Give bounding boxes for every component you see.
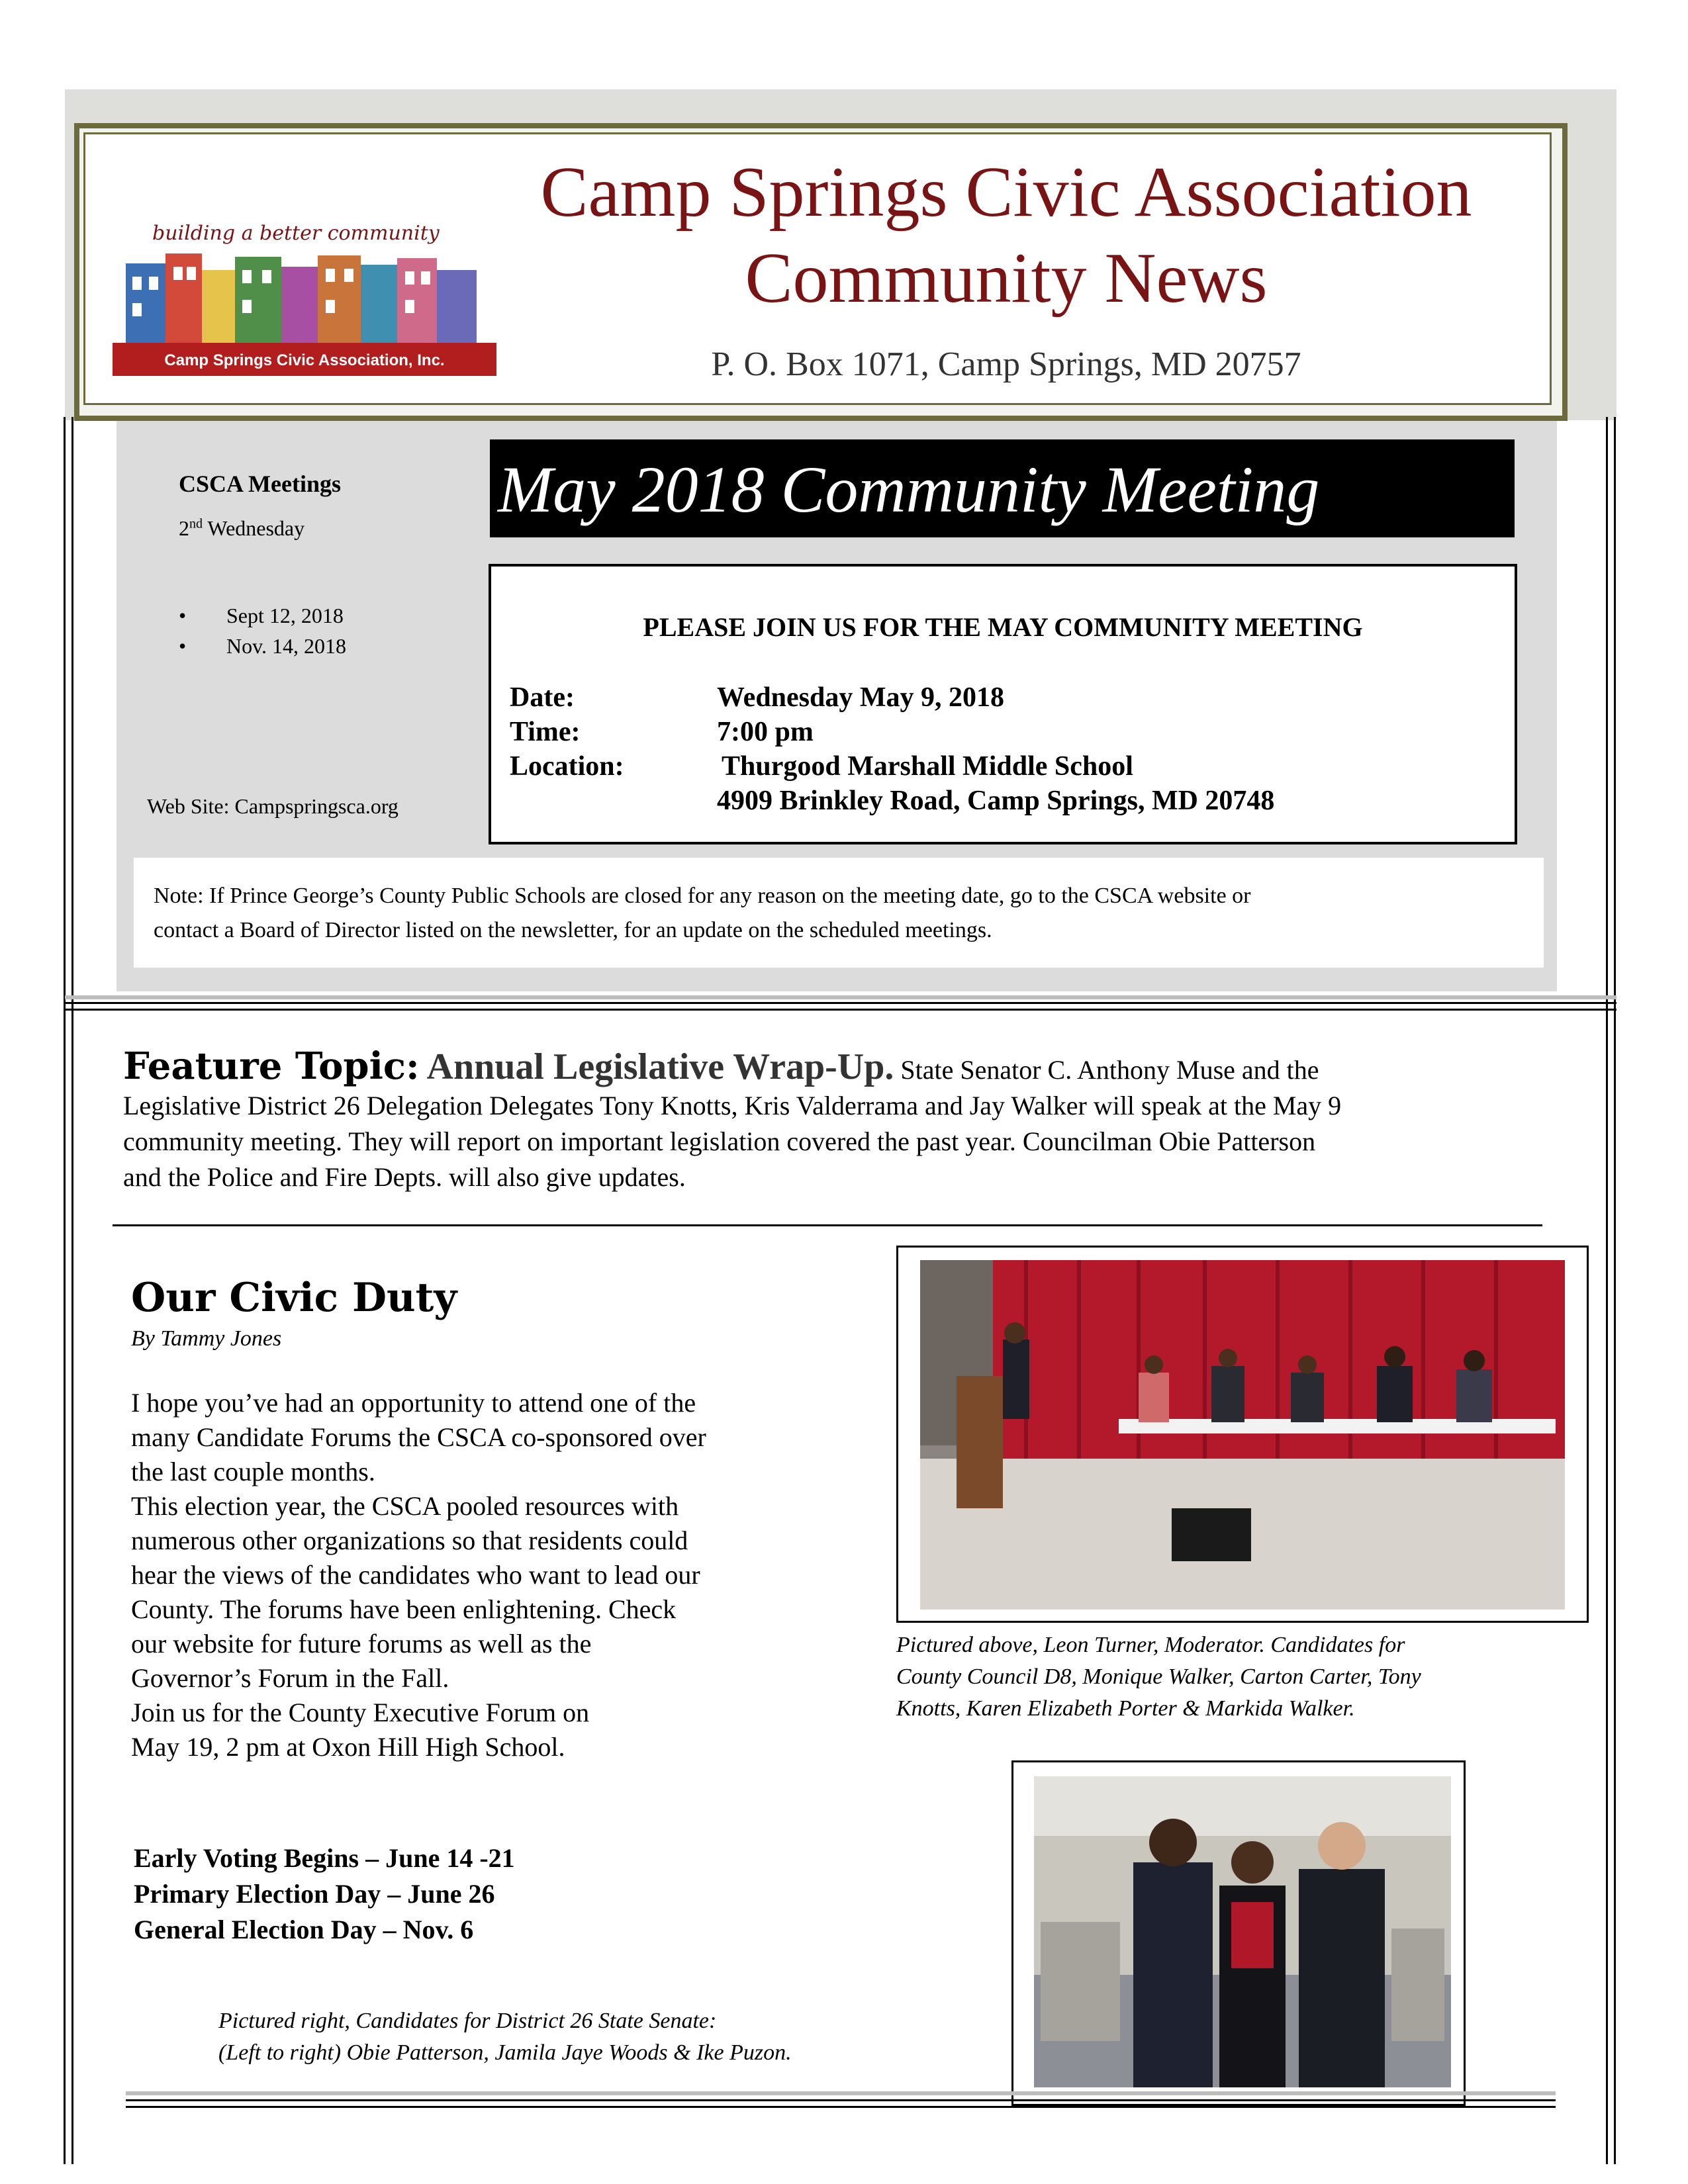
forum-photo-caption-line: Knotts, Karen Elizabeth Porter & Markida Walker. [896, 1696, 1355, 1721]
note-line: contact a Board of Director listed on the newsletter, for an update on the scheduled meetings. [154, 918, 992, 942]
article-line: Join us for the County Executive Forum on [131, 1698, 590, 1727]
date-value: Wednesday May 9, 2018 [717, 682, 1005, 713]
feature-label: Feature Topic: [123, 1044, 420, 1088]
feature-text: community meeting. They will report on important legislation covered the past year. Councilman Obie Patterson [123, 1126, 1316, 1156]
newsletter-title-line2: Community News [745, 239, 1268, 318]
date-label: Date: [510, 682, 575, 713]
meeting-date-item: • Nov. 14, 2018 [179, 634, 347, 658]
article-line: hear the views of the candidates who want to lead our [131, 1560, 700, 1590]
general-election: General Election Day – Nov. 6 [134, 1915, 474, 1944]
article-line: the last couple months. [131, 1457, 375, 1486]
meeting-invite: PLEASE JOIN US FOR THE MAY COMMUNITY MEETING [643, 612, 1363, 642]
feature-text: State Senator C. Anthony Muse and the [894, 1055, 1319, 1085]
article-line: many Candidate Forums the CSCA co-sponsored over [131, 1422, 706, 1452]
feature-heading: Annual Legislative Wrap-Up. [419, 1046, 894, 1087]
article-line: numerous other organizations so that residents could [131, 1525, 688, 1555]
section-divider-rule [65, 1002, 1617, 1004]
meeting-banner-title: May 2018 Community Meeting [498, 453, 1320, 526]
article-line: May 19, 2 pm at Oxon Hill High School. [131, 1732, 565, 1762]
feature-text: Legislative District 26 Delegation Delegates Tony Knotts, Kris Valderrama and Jay Walker will speak at the May 9 [123, 1091, 1342, 1120]
website-label: Web Site: Campspringsca.org [147, 794, 399, 818]
article-author: By Tammy Jones [131, 1326, 282, 1351]
early-voting: Early Voting Begins – June 14 -21 [134, 1843, 515, 1873]
mailing-address: P. O. Box 1071, Camp Springs, MD 20757 [711, 345, 1301, 383]
forum-photo [920, 1260, 1565, 1610]
time-value: 7:00 pm [717, 717, 814, 747]
page-right-rule-inner [1606, 417, 1608, 2164]
meeting-schedule: 2nd Wednesday [179, 516, 305, 540]
forum-photo-caption-line: County Council D8, Monique Walker, Carton Carter, Tony [896, 1664, 1421, 1689]
senate-photo-caption-line: (Left to right) Obie Patterson, Jamila Jaye Woods & Ike Puzon. [218, 2040, 792, 2065]
article-title: Our Civic Duty [131, 1275, 457, 1321]
location-value: Thurgood Marshall Middle School [722, 751, 1133, 782]
location-label: Location: [510, 751, 624, 782]
footer-divider-rule [126, 2106, 1556, 2108]
location-address: 4909 Brinkley Road, Camp Springs, MD 20748 [717, 786, 1275, 816]
primary-election: Primary Election Day – June 26 [134, 1879, 495, 1909]
senate-candidates-photo [1034, 1776, 1451, 2087]
page-right-rule [1614, 417, 1616, 2164]
section-divider [65, 995, 1617, 999]
footer-divider-rule [126, 2099, 1556, 2101]
csca-meetings-label: CSCA Meetings [179, 471, 341, 497]
feature-topic [123, 1044, 1553, 1195]
footer-divider [126, 2091, 1556, 2095]
page-left-rule [64, 417, 66, 2164]
article-line: This election year, the CSCA pooled resources with [131, 1491, 679, 1521]
section-divider-rule [65, 1009, 1617, 1011]
time-label: Time: [510, 717, 581, 747]
article-line: County. The forums have been enlightening. Check [131, 1594, 677, 1624]
meeting-date-item: • Sept 12, 2018 [179, 604, 344, 627]
article-line: I hope you’ve had an opportunity to attend one of the [131, 1388, 696, 1418]
note-line: Note: If Prince George’s County Public Schools are closed for any reason on the meeting date, go to the CSCA website or [154, 884, 1251, 908]
feature-text: and the Police and Fire Depts. will also give updates. [123, 1162, 686, 1192]
closure-note [154, 879, 1530, 948]
senate-photo-caption-line: Pictured right, Candidates for District 26 State Senate: [218, 2009, 717, 2033]
logo-name: Camp Springs Civic Association, Inc. [164, 351, 445, 369]
feature-divider [113, 1224, 1542, 1226]
newsletter-title-line1: Camp Springs Civic Association [540, 153, 1472, 232]
article-line: Governor’s Forum in the Fall. [131, 1663, 449, 1693]
page-left-rule-inner [71, 417, 73, 2164]
forum-photo-caption-line: Pictured above, Leon Turner, Moderator. Candidates for [896, 1633, 1405, 1657]
logo-tagline: building a better community [152, 222, 440, 245]
article-line: our website for future forums as well as the [131, 1629, 592, 1659]
